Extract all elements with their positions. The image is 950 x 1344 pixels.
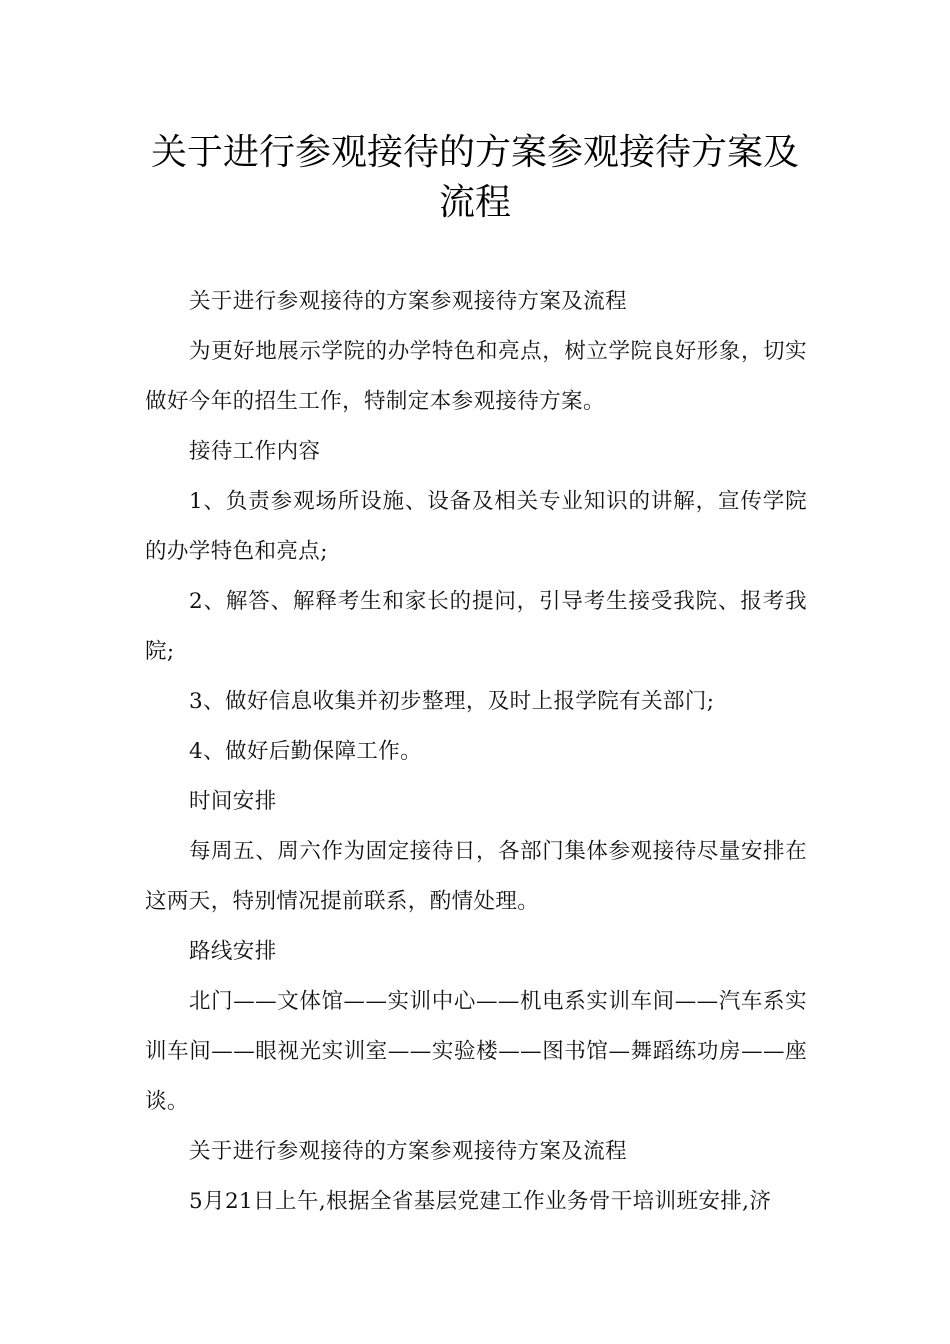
document-title: 关于进行参观接待的方案参观接待方案及流程 xyxy=(150,132,799,223)
section-heading-reception-content: 接待工作内容 xyxy=(189,439,321,464)
section-heading-time: 时间安排 xyxy=(189,789,277,814)
list-item-3: 3、做好信息收集并初步整理，及时上报学院有关部门; xyxy=(189,689,715,714)
paragraph-may-21: 5月21日上午,根据全省基层党建工作业务骨干培训班安排,济 xyxy=(189,1189,772,1214)
document-body xyxy=(145,277,807,1227)
paragraph-purpose: 为更好地展示学院的办学特色和亮点，树立学院良好形象，切实做好今年的招生工作，特制定本参观接待方案。 xyxy=(145,339,807,414)
list-item-2: 2、解答、解释考生和家长的提问，引导考生接受我院、报考我院; xyxy=(145,589,807,664)
list-item-1: 1、负责参观场所设施、设备及相关专业知识的讲解，宣传学院的办学特色和亮点; xyxy=(145,489,807,564)
paragraph-time: 每周五、周六作为固定接待日，各部门集体参观接待尽量安排在这两天，特别情况提前联系，酌情处理。 xyxy=(145,839,807,914)
section-heading-route: 路线安排 xyxy=(189,939,277,964)
paragraph-heading-repeat-2: 关于进行参观接待的方案参观接待方案及流程 xyxy=(189,1139,628,1164)
paragraph-route: 北门——文体馆——实训中心——机电系实训车间——汽车系实训车间——眼视光实训室——实验楼——图书馆—舞蹈练功房——座谈。 xyxy=(145,989,807,1114)
paragraph-heading-repeat: 关于进行参观接待的方案参观接待方案及流程 xyxy=(189,289,628,314)
list-item-4: 4、做好后勤保障工作。 xyxy=(189,739,423,764)
